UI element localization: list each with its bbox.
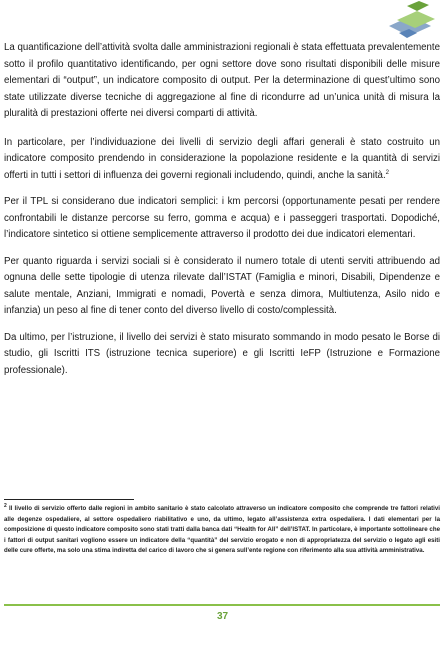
paragraph-education: Da ultimo, per l’istruzione, il livello dei servizi è stato misurato sommando in modo pesato le Borse di studio, gli Iscritti ITS (istruzione tecnica superiore) e gli Iscritti IeFP (Istruzione e Formazione professionale). <box>4 331 440 376</box>
paragraph-tpl: Per il TPL si considerano due indicatori semplici: i km percorsi (opportunamente pesati per rendere confrontabili le distanze percorse su ferro, gomma e acqua) e i passeggeri trasportati. Dopodiché, l’indicatore sintetico si ottiene semplicemente attraverso il prodotto dei due indicatori elementari. <box>4 196 440 240</box>
footer-divider <box>4 604 440 606</box>
stacked-planes-logo-icon <box>383 0 437 40</box>
footnote-text: Il livello di servizio offerto dalle regioni in ambito sanitario è stato calcolato attraverso un indicatore composito che comprende tre fattori relativi alle degenze ospedaliere, al settore ospedaliero riabilitativo e uno, da ultimo, legato all’assistenza extra ospedaliera. I dati elementari per la composizione di questo indicatore composito sono stati tratti dalla banca dati “Health for All” dell’ISTAT. In particolare, è importante sottolineare che i fattori di output sanitari vogliono essere un indicatore della “quantità” del servizio erogato e non di appropriatezza del servizio o legato agli esiti delle cure offerte, ma solo una stima indiretta del carico di lavoro che si genera sull’ente regione con riferimento alla sua attività amministrativa. <box>4 505 440 555</box>
paragraph-social-services: Per quanto riguarda i servizi sociali si è considerato il numero totale di utenti serviti attribuendo ad ognuna delle sette tipologie di utenza rilevate dall’ISTAT (Famiglia e minori, Disabili, Dipendenze e salute mentale, Anziani, Immigrati e nomadi, Povertà e senza dimora, Multiutenza, Asilo nido e infanzia) un peso al fine di tener conto del diverso livello di costo/complessità. <box>4 255 440 316</box>
paragraph-output-quantification: La quantificazione dell’attività svolta dalle amministrazioni regionali è stata effettuata prevalentemente sotto il profilo quantitativo identificando, per ogni settore dove sono risultati disponibili delle misure elementari di “output”, un indicatore composito di output. Per la determinazione di quest’ultimo sono state utilizzate diverse tecniche di aggregazione al fine di ricondurre ad un’unica unità di misura la pluralità di prestazioni offerte nei diversi comparti di attività. <box>4 42 441 119</box>
footnote-number: 2 <box>4 502 7 509</box>
footnote-reference[interactable]: 2 <box>385 169 389 176</box>
footnote-separator <box>4 499 134 500</box>
paragraph-general-affairs: In particolare, per l’individuazione dei livelli di servizio degli affari generali è stato costruito un indicatore composito prendendo in considerazione la popolazione residente e la quantità di servizi offerti in tutti i settori di influenza dei governi regionali includendo, quindi, anche la sanità.$^2$ <box>4 136 440 181</box>
footnote <box>4 504 440 557</box>
body-text <box>4 40 440 389</box>
page-number: 37 <box>216 611 229 622</box>
